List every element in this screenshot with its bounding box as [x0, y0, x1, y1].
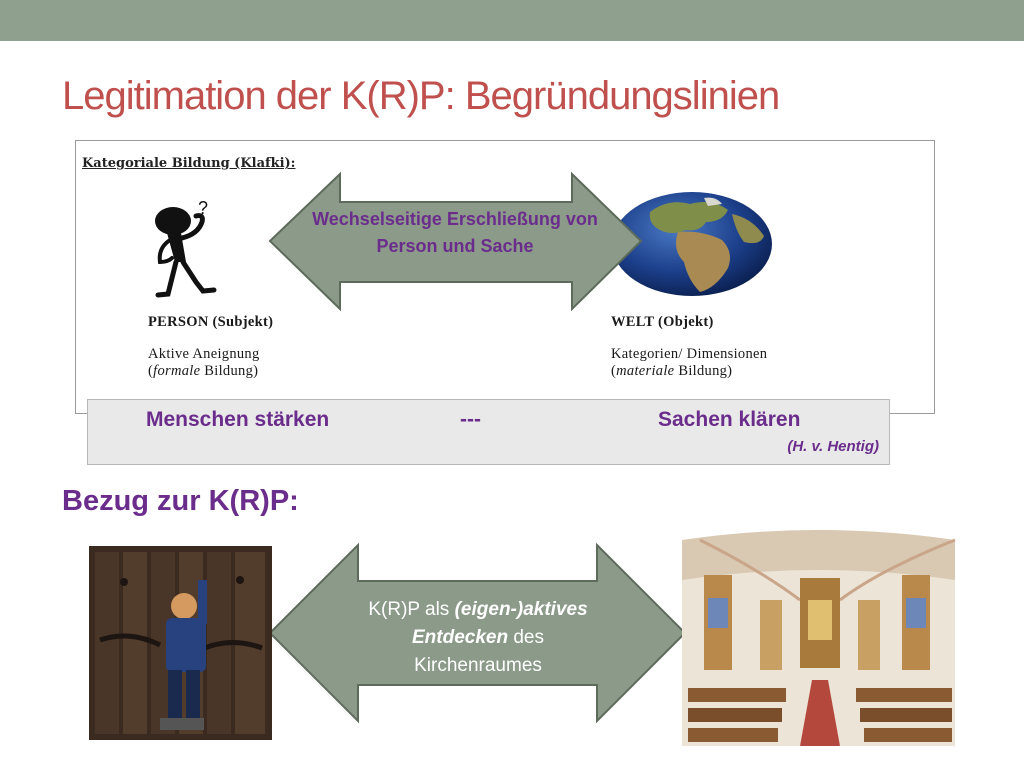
- bezug-arrow-line3: Kirchenraumes: [414, 655, 542, 676]
- slide-title: Legitimation der K(R)P: Begründungslinien: [62, 74, 780, 118]
- question-mark: ?: [198, 198, 209, 218]
- summary-citation: (H. v. Hentig): [787, 438, 879, 455]
- person-line1: Aktive Aneignung: [148, 346, 260, 362]
- welt-paren: (: [611, 363, 617, 379]
- welt-description: [611, 346, 767, 380]
- bezug-arrow-line2: [318, 624, 638, 652]
- person-line2: [148, 363, 260, 380]
- bezug-arrow-label: [318, 596, 638, 680]
- bezug-heading: Bezug zur K(R)P:: [62, 485, 299, 517]
- klafki-arrow-label: [310, 206, 600, 260]
- bezug-eigenaktives: (eigen-)aktives: [454, 599, 588, 620]
- welt-materiale: materiale: [616, 363, 675, 379]
- bezug-krp-als: K(R)P als: [368, 599, 455, 620]
- bezug-arrow-line1: [318, 596, 638, 624]
- welt-label: WELT (Objekt): [611, 314, 714, 330]
- welt-line1: Kategorien/ Dimensionen: [611, 346, 768, 362]
- summary-right: Sachen klären: [658, 408, 801, 431]
- hentig-summary-box: [87, 399, 890, 465]
- summary-left: Menschen stärken: [146, 408, 330, 431]
- person-formale: formale: [153, 363, 201, 379]
- person-paren: (: [148, 363, 154, 379]
- klafki-arrow-text: Wechselseitige Erschließung von Person und Sache: [312, 209, 598, 256]
- welt-bildung: Bildung): [674, 363, 733, 379]
- summary-separator: ---: [460, 408, 481, 431]
- bezug-des: des: [508, 627, 544, 648]
- person-label: PERSON (Subjekt): [148, 314, 274, 330]
- klafki-heading: Kategoriale Bildung (Klafki):: [82, 156, 296, 171]
- welt-line2: [611, 363, 767, 380]
- church-interior-photo: [682, 530, 955, 746]
- child-at-door-photo: [89, 546, 272, 740]
- bezug-entdecken: Entdecken: [411, 627, 509, 648]
- person-bildung: Bildung): [200, 363, 259, 379]
- thinking-figure-image: [147, 198, 225, 297]
- person-description: [148, 346, 260, 380]
